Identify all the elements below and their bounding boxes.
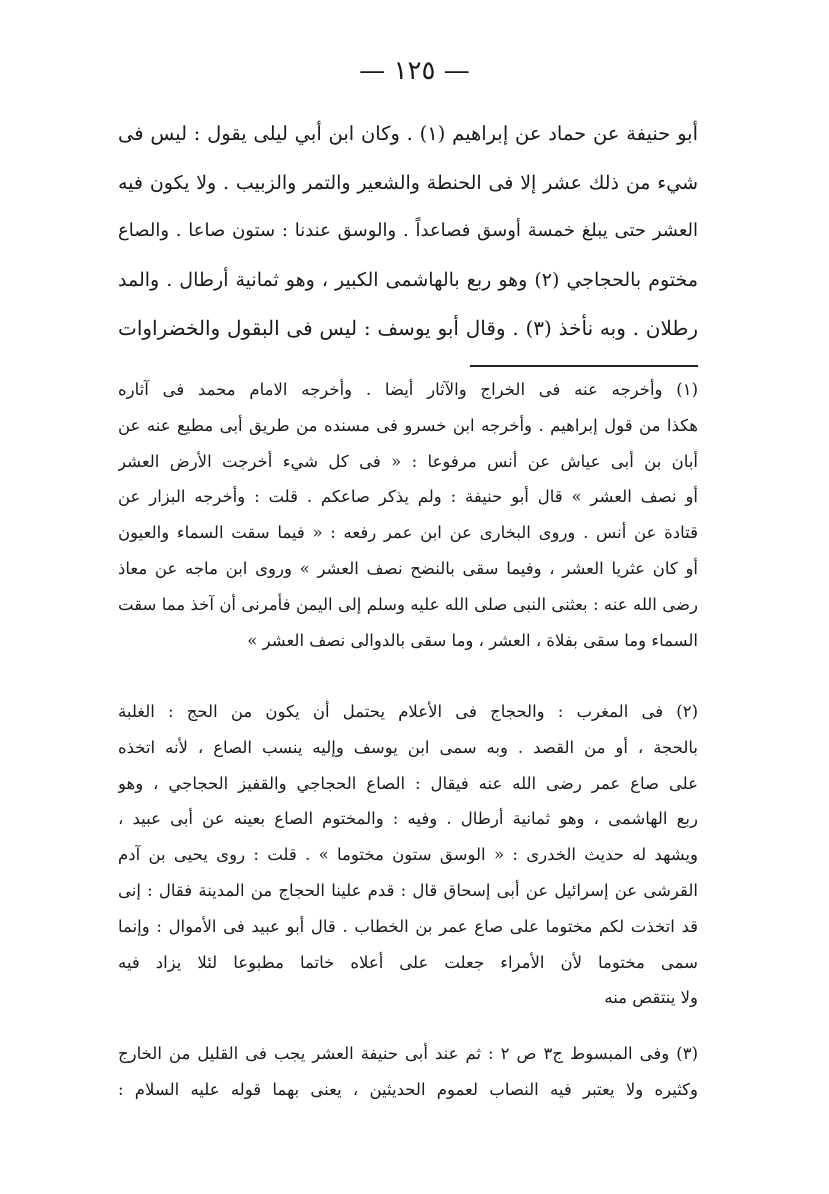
footnote-line: أو نصف العشر » قال أبو حنيفة : ولم يذكر صاعكم . قلت : وأخرجه البزار عن [118,487,698,507]
main-text-line: أبو حنيفة عن حماد عن إبراهيم (١) . وكان ابن أبي ليلى يقول : ليس فى [118,122,699,145]
footnote-line: ربع الهاشمى ، وهو ثمانية أرطال . وفيه : والمختوم الصاع بعينه عن أبى عبيد ، [118,809,698,829]
footnote-line: وكثيره ولا يعتبر فيه النصاب لعموم الحديثين ، يعنى بهما قوله عليه السلام : [118,1079,698,1099]
footnote-line: (٣) وفى المبسوط ج٣ ص ٢ : ثم عند أبى حنيفة العشر يجب فى القليل من الخارج [118,1044,698,1063]
main-text-line: شيء من ذلك عشر إلا فى الحنطة والشعير والتمر والزبيب . ولا يكون فيه [118,171,698,194]
footnote-line: أبان بن أبى عياش عن أنس مرفوعا : « فى كل شيء أخرجت الأرض العشر [118,451,698,471]
footnote-line: (١) وأخرجه عنه فى الخراج والآثار أيضا . وأخرجه الامام محمد فى آثاره [118,380,698,399]
footnote-separator [470,365,698,367]
footnote-2 [118,694,698,1016]
footnote-line: سمى مختوما لأن الأمراء جعلت على أعلاه خاتما مطبوعا لئلا يزاد فيه [118,952,698,972]
footnote-line: القرشى عن إسرائيل عن أبى إسحاق قال : قدم علينا الحجاج من المدينة فقال : إنى [118,880,698,900]
footnote-line: على صاع عمر رضى الله عنه فيقال : الصاع الحجاجي والقفيز الحجاجي ، وهو [118,773,698,793]
page-number: — ١٢٥ — [359,56,470,86]
footnote-3 [118,1036,698,1108]
footnote-line: أو كان عثريا العشر ، وفيما سقى بالنضح نصف العشر » وروى ابن ماجه عن معاذ [118,558,698,578]
main-text-line: رطلان . وبه نأخذ (٣) . وقال أبو يوسف : ليس فى البقول والخضراوات [118,316,698,340]
main-text-line: مختوم بالحجاجي (٢) وهو ربع بالهاشمى الكبير ، وهو ثمانية أرطال . والمد [118,268,698,291]
main-text-line: العشر حتى يبلغ خمسة أوسق فصاعداً . والوسق عندنا : ستون صاعا . والصاع [118,220,698,241]
footnote-line: قد اتخذت لكم مختوما على صاع عمر بن الخطاب . قال أبو عبيد فى الأموال : وإنما [118,916,698,936]
footnote-line: ويشهد له حديث الخدرى : « الوسق ستون مختوما » . قلت : روى يحيى بن آدم [118,845,698,865]
footnote-line: السماء وما سقى بفلاة ، العشر ، وما سقى بالدوالى نصف العشر » [247,630,698,650]
footnote-line: ولا ينتقص منه [604,988,698,1008]
footnote-line: رضى الله عنه : بعثنى النبى صلى الله عليه وسلم إلى اليمن فأمرنى أن آخذ مما سقت [118,594,698,614]
footnote-line: قتادة عن أنس . وروى البخارى عن ابن عمر رفعه : « فيما سقت السماء والعيون [118,523,698,543]
footnote-line: (٢) فى المغرب : والحجاج فى الأعلام يحتمل أن يكون من الحج : الغلبة [118,702,698,721]
footnote-line: هكذا من قول إبراهيم . وأخرجه ابن خسرو فى مسنده من طريق أبى مطيع عنه عن [118,415,698,435]
footnote-1 [118,372,698,658]
footnote-line: بالحجة ، أو من القصد . وبه سمى ابن يوسف وإليه ينسب الصاع ، لأنه اتخذه [118,737,698,757]
main-text [118,110,698,353]
